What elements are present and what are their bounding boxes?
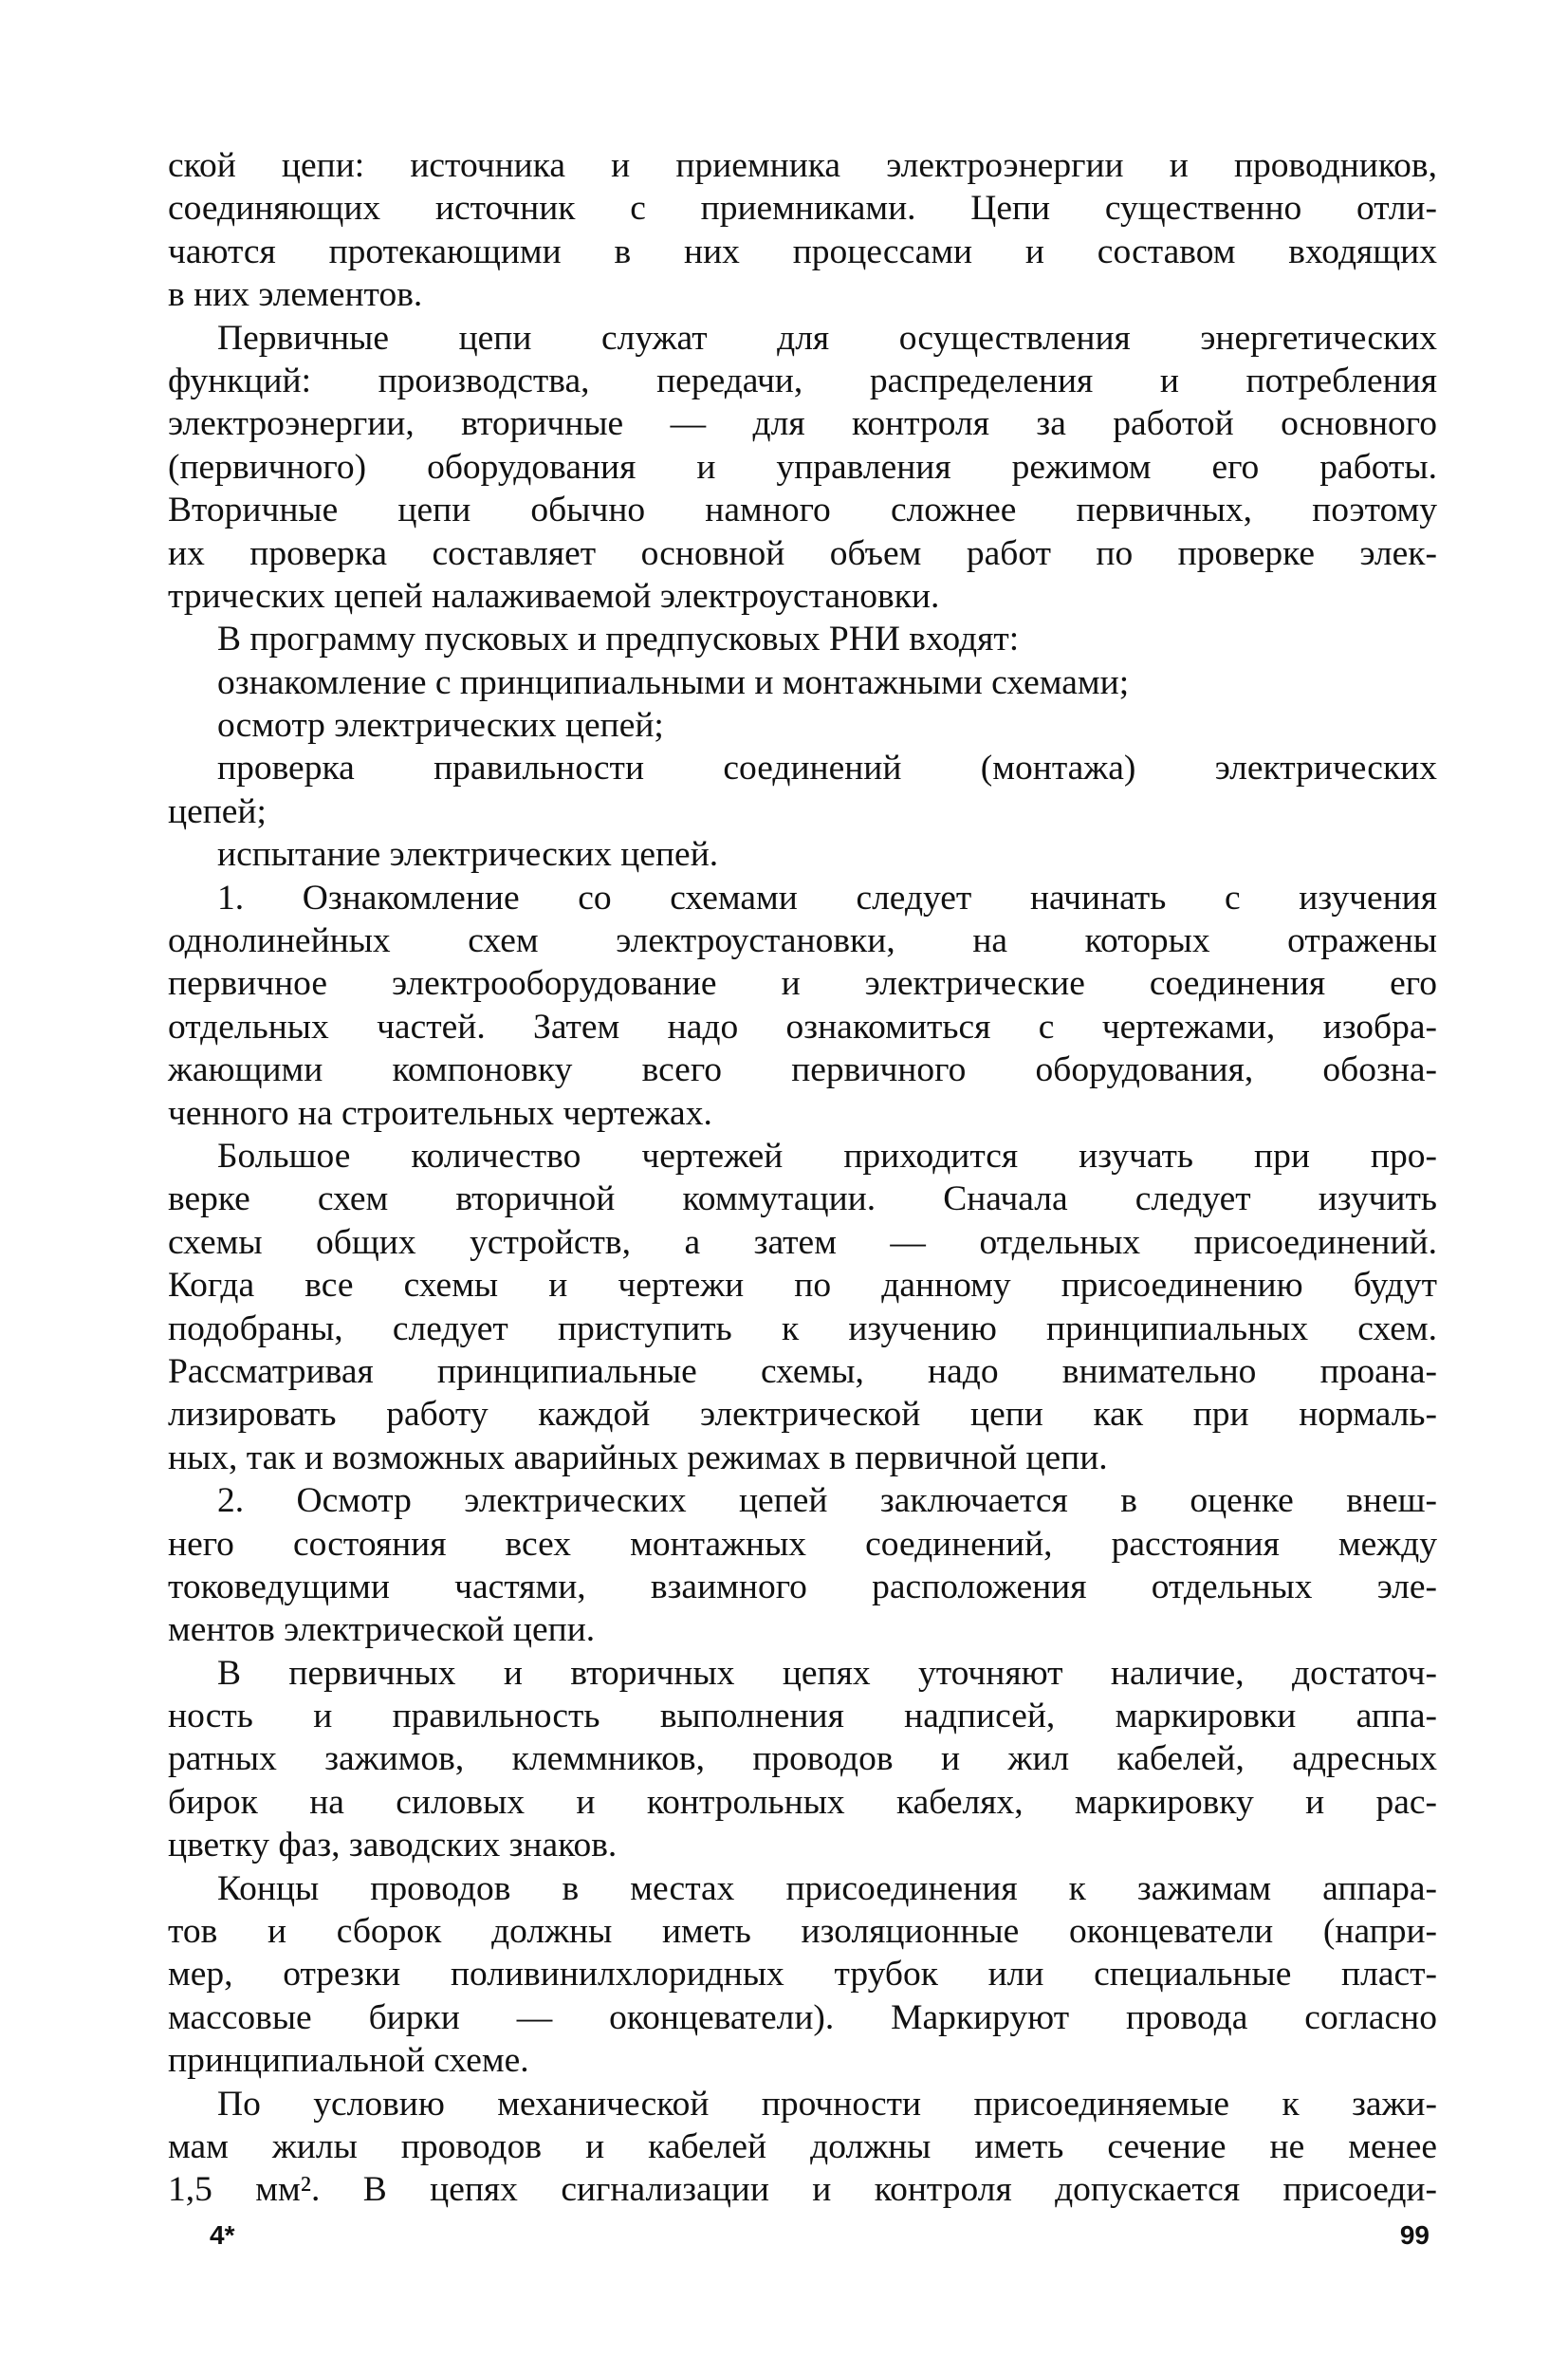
text-line: ных, так и возможных аварийных режимах в первичной цепи. xyxy=(168,1438,1108,1477)
text-line: Рассматривая принципиальные схемы, надо внимательно проана- xyxy=(168,1351,1437,1391)
text-line: в них элементов. xyxy=(168,275,423,315)
text-line: ментов электрической цепи. xyxy=(168,1610,596,1650)
text-line: По условию механической прочности присоединяемые к зажи- xyxy=(217,2084,1437,2124)
text-line: однолинейных схем электроустановки, на которых отражены xyxy=(168,921,1437,961)
text-line: 2. Осмотр электрических цепей заключается в оценке внеш- xyxy=(217,1481,1437,1521)
text-line: схемы общих устройств, а затем — отдельных присоединений. xyxy=(168,1222,1437,1262)
text-line: осмотр электрических цепей; xyxy=(217,706,664,746)
text-line: (первичного) оборудования и управления режимом его работы. xyxy=(168,447,1437,487)
text-line: тов и сборок должны иметь изоляционные оконцеватели (напри- xyxy=(168,1912,1437,1952)
text-line: Концы проводов в местах присоединения к зажимам аппара- xyxy=(217,1868,1437,1908)
text-line: лизировать работу каждой электрической цепи как при нормаль- xyxy=(168,1395,1437,1435)
text-line: 1,5 мм². В цепях сигнализации и контроля допускается присоеди- xyxy=(168,2170,1437,2210)
text-line: мам жилы проводов и кабелей должны иметь сечение не менее xyxy=(168,2126,1437,2166)
text-line: него состояния всех монтажных соединений, расстояния между xyxy=(168,1524,1437,1564)
text-line: испытание электрических цепей. xyxy=(217,835,719,875)
text-line: ознакомление с принципиальными и монтажными схемами; xyxy=(217,662,1130,702)
text-line: чаются протекающими в них процессами и составом входящих xyxy=(168,232,1437,271)
text-line: ность и правильность выполнения надписей, маркировки аппа- xyxy=(168,1697,1437,1736)
text-line: верке схем вторичной коммутации. Сначала следует изучить xyxy=(168,1179,1437,1219)
text-line: ратных зажимов, клеммников, проводов и жил кабелей, адресных xyxy=(168,1739,1437,1779)
text-line: В программу пусковых и предпусковых РНИ входят: xyxy=(217,620,1020,659)
text-line: токоведущими частями, взаимного расположения отдельных эле- xyxy=(168,1567,1437,1606)
text-line: отдельных частей. Затем надо ознакомиться с чертежами, изобра- xyxy=(168,1007,1437,1047)
text-line: принципиальной схеме. xyxy=(168,2041,529,2081)
text-line: бирок на силовых и контрольных кабелях, маркировку и рас- xyxy=(168,1782,1437,1822)
text-line: массовые бирки — оконцеватели). Маркируют провода согласно xyxy=(168,1997,1437,2037)
text-line: Первичные цепи служат для осуществления энергетических xyxy=(217,318,1437,358)
page-number: 99 xyxy=(1399,2220,1430,2250)
text-line: ской цепи: источника и приемника электроэнергии и проводников, xyxy=(168,146,1437,185)
text-line: жающими компоновку всего первичного оборудования, обозна- xyxy=(168,1050,1437,1090)
text-line: электроэнергии, вторичные — для контроля за работой основного xyxy=(168,404,1437,444)
text-line: соединяющих источник с приемниками. Цепи существенно отли- xyxy=(168,189,1437,229)
text-line: проверка правильности соединений (монтажа) электрических xyxy=(217,749,1437,789)
text-line: функций: производства, передачи, распределения и потребления xyxy=(168,361,1437,400)
text-line: первичное электрооборудование и электрические соединения его xyxy=(168,964,1437,1004)
text-line: цепей; xyxy=(168,791,267,831)
text-line: Вторичные цепи обычно намного сложнее первичных, поэтому xyxy=(168,491,1437,530)
text-line: их проверка составляет основной объем работ по проверке элек- xyxy=(168,533,1437,573)
text-line: мер, отрезки поливинилхлоридных трубок или специальные пласт- xyxy=(168,1955,1437,1995)
text-line: В первичных и вторичных цепях уточняют наличие, достаточ- xyxy=(217,1653,1437,1693)
text-line: цветку фаз, заводских знаков. xyxy=(168,1826,618,1865)
text-line: подобраны, следует приступить к изучению принципиальных схем. xyxy=(168,1308,1437,1348)
page-footer xyxy=(168,2220,1437,2258)
text-line: Когда все схемы и чертежи по данному присоединению будут xyxy=(168,1266,1437,1306)
text-line: 1. Ознакомление со схемами следует начинать с изучения xyxy=(217,878,1437,918)
text-line: Большое количество чертежей приходится изучать при про- xyxy=(217,1136,1437,1176)
text-line: трических цепей налаживаемой электроустановки. xyxy=(168,576,940,616)
signature-mark: 4* xyxy=(210,2220,235,2250)
body-text xyxy=(168,144,1437,2212)
text-line: ченного на строительных чертежах. xyxy=(168,1093,712,1133)
